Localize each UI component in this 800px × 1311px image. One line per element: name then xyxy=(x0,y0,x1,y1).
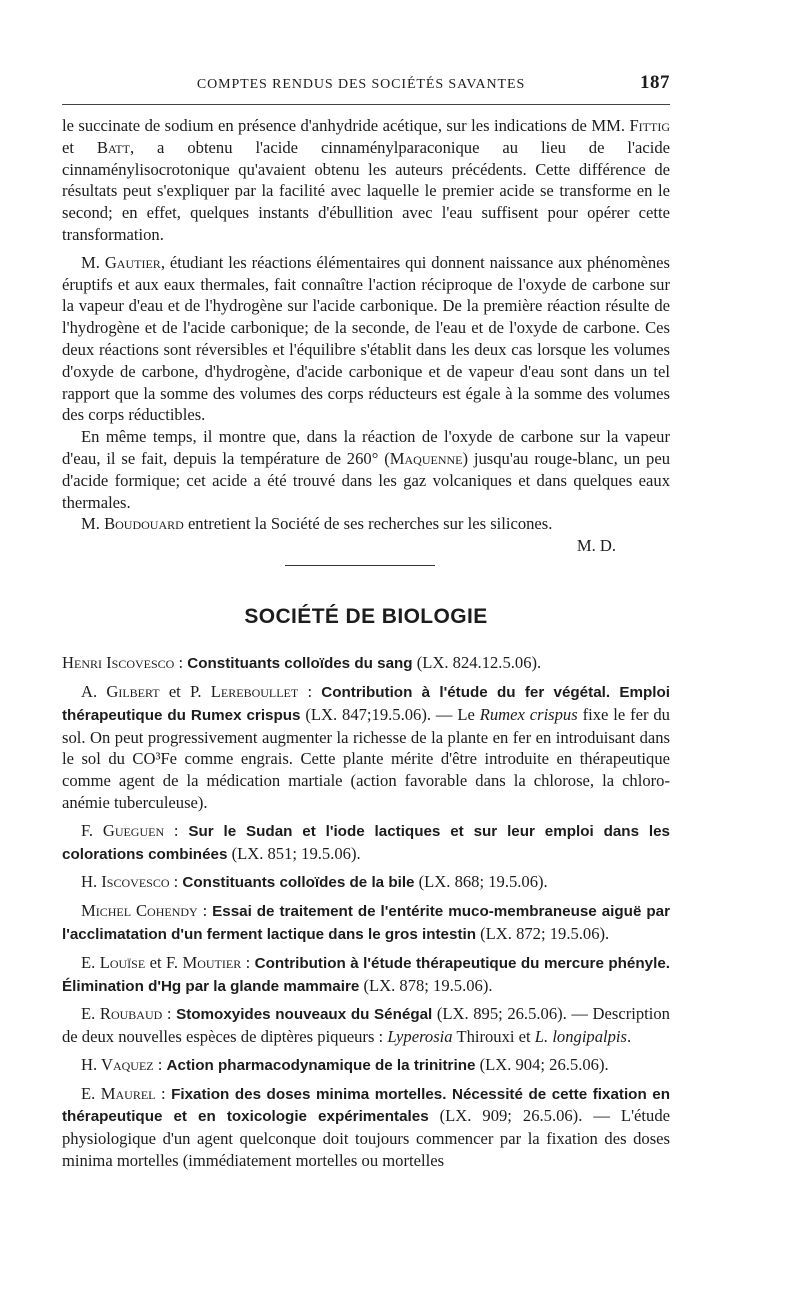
entry-title: Contribution à l'étude thérapeutique du mercure phényle. Élimination d'Hg par la glande mammaire xyxy=(62,954,670,995)
separator: : xyxy=(164,820,189,840)
entry-body: fixe le fer du sol. On peut progressivement augmenter la richesse de la plante en fer en introduisant dans le sol du CO³Fe comme engrais. Cette plante mérite d'être introduite en thérapeutique comme agent de la médication martiale (action favorable dans la chlorose, la chloro-anémie tuberculeuse). xyxy=(62,704,670,812)
separator: : xyxy=(155,1083,172,1103)
entry-gilbert-lereboullet xyxy=(62,681,670,814)
signature: M. D. xyxy=(576,536,616,556)
entry-title: Essai de traitement de l'entérite muco-membraneuse aiguë par l'acclimatation d'un ferment lactique dans le gros intestin xyxy=(62,903,670,943)
entry-title: Constituants colloïdes du sang xyxy=(187,655,413,673)
entry-reference: (LX. 847;19.5.06). — Le xyxy=(300,704,480,724)
entry-title: Stomoxyides nouveaux du Sénégal xyxy=(176,1006,433,1024)
author-name: A. Gilbert xyxy=(81,681,160,701)
author-name: Gautier xyxy=(104,252,161,272)
text-run: et xyxy=(159,681,191,701)
page-number: 187 xyxy=(640,72,670,93)
separator: : xyxy=(241,952,255,972)
entry-reference: (LX. 851; 19.5.06). xyxy=(227,843,361,863)
entry-title: Sur le Sudan et l'iode lactiques et sur leur emploi dans les colorations combinées xyxy=(62,822,670,863)
text-run: M. xyxy=(81,252,105,272)
section-separator xyxy=(285,565,435,566)
author-name: E. Louïse xyxy=(81,952,146,972)
text-run: . xyxy=(627,1027,632,1047)
section-title: SOCIÉTÉ DE BIOLOGIE xyxy=(244,605,488,629)
author-name: Maquenne xyxy=(389,448,463,468)
entry-reference: (LX. 909; 26.5.06). — L'étude physiologique d'un agent quelconque doit toujours commencer par la fixation des doses minima mortelles (immédiatement mortelles ou mortelles xyxy=(62,1106,670,1171)
separator: : xyxy=(197,901,213,921)
separator: : xyxy=(169,872,183,892)
text-run: , a obtenu l'acide cinnaménylparaconique au lieu de l'acide cinnaménylisocrotonique qu'avaient obtenu les auteurs précédents. Cette différence de résultats peut s'expliquer par la facilité avec laquelle le premier acide se transforme en le second; en effet, quelques instants d'ébullition avec l'eau suffisent pour opérer cette transformation. xyxy=(62,137,670,244)
author-name: E. Roubaud xyxy=(81,1004,163,1024)
species-name: L. longipalpis xyxy=(534,1027,628,1047)
entry-iscovesco-bile xyxy=(62,871,670,894)
text-run: M. xyxy=(81,514,105,534)
species-name: Lyperosia xyxy=(387,1027,453,1047)
text-run: et xyxy=(145,952,166,972)
entry-reference: (LX. 895; 26.5.06). — Description de deux nouvelles espèces de diptères piqueurs : xyxy=(62,1004,670,1047)
paragraph-formic-acid xyxy=(62,426,670,513)
entry-title: Contribution à l'étude du fer végétal. Emploi thérapeutique du Rumex crispus xyxy=(62,683,670,724)
paragraph-gautier xyxy=(62,252,670,426)
author-name: Fittig xyxy=(629,116,670,135)
running-title: COMPTES RENDUS DES SOCIÉTÉS SAVANTES xyxy=(196,77,526,92)
page-body xyxy=(62,115,670,1178)
entry-title: Constituants colloïdes de la bile xyxy=(182,874,415,892)
text-run: le succinate de sodium en présence d'anhydride acétique, sur les indications de MM. xyxy=(62,116,630,135)
entry-cohendy xyxy=(62,900,670,946)
author-name: Boudouard xyxy=(104,514,184,534)
author-name: F. Moutier xyxy=(165,952,242,972)
author-name: Henri Iscovesco xyxy=(62,653,175,673)
entry-maurel xyxy=(62,1083,670,1172)
text-run: et xyxy=(62,137,97,157)
entry-louise-moutier xyxy=(62,952,670,998)
header-rule xyxy=(62,104,670,105)
entry-vaquez xyxy=(62,1054,670,1077)
text-run: ) jusqu'au rouge-blanc, un peu d'acide formique; cet acide a été trouvé dans les gaz volcaniques et dans quelques eaux thermales. xyxy=(62,448,670,512)
entry-gueguen xyxy=(62,820,670,866)
author-name: H. Vaquez xyxy=(81,1054,154,1074)
running-header xyxy=(62,72,670,96)
author-name: Batt xyxy=(96,137,130,157)
entry-reference: (LX. 878; 19.5.06). xyxy=(359,975,493,995)
paragraph-boudouard xyxy=(62,513,670,535)
author-name: Michel Cohendy xyxy=(81,901,198,921)
author-name: P. Lereboullet xyxy=(190,681,299,701)
entry-reference: (LX. 824.12.5.06). xyxy=(412,653,542,673)
paragraph-succinate xyxy=(62,115,670,246)
text-run: entretient la Société de ses recherches sur les silicones. xyxy=(183,514,553,534)
separator: : xyxy=(153,1054,167,1074)
author-name: E. Maurel xyxy=(81,1083,156,1103)
entry-title: Fixation des doses minima mortelles. Nécessité de cette fixation en thérapeutique et en toxicologie expérimentales xyxy=(62,1085,670,1126)
entry-reference: (LX. 872; 19.5.06). xyxy=(476,923,610,943)
separator: : xyxy=(298,681,322,701)
entry-roubaud xyxy=(62,1003,670,1048)
entry-iscovesco-sang xyxy=(62,652,670,675)
species-name: Rumex crispus xyxy=(479,704,578,724)
entry-reference: (LX. 904; 26.5.06). xyxy=(475,1054,609,1074)
text-run: Thirouxi et xyxy=(452,1027,535,1047)
entry-title: Action pharmacodynamique de la trinitrine xyxy=(166,1056,476,1074)
separator: : xyxy=(162,1004,177,1024)
text-run: , étudiant les réactions élémentaires qui donnent naissance aux phénomènes éruptifs et aux eaux thermales, fait connaître l'action réciproque de l'oxyde de carbone sur la vapeur d'eau et de l'hydrogène sur l'acide carbonique. De la première réaction résulte de l'hydrogène et de l'acide carbonique; de la seconde, de l'eau et de l'oxyde de carbone. Ces deux réactions sont réversibles et l'équilibre s'établit dans les deux cas lorsque les volumes d'oxyde de carbone, d'hydrogène, d'acide carbonique et de vapeur d'eau sont dans un tel rapport que la somme des volumes des corps réducteurs est égale à la somme des volumes des corps réductibles. xyxy=(62,252,670,425)
separator: : xyxy=(174,653,188,673)
author-name: F. Gueguen xyxy=(81,820,165,840)
author-name: H. Iscovesco xyxy=(81,872,170,892)
text-run: En même temps, il montre que, dans la réaction de l'oxyde de carbone sur la vapeur d'eau, il se fait, depuis la température de 260° ( xyxy=(62,427,670,468)
entry-reference: (LX. 868; 19.5.06). xyxy=(414,872,548,892)
